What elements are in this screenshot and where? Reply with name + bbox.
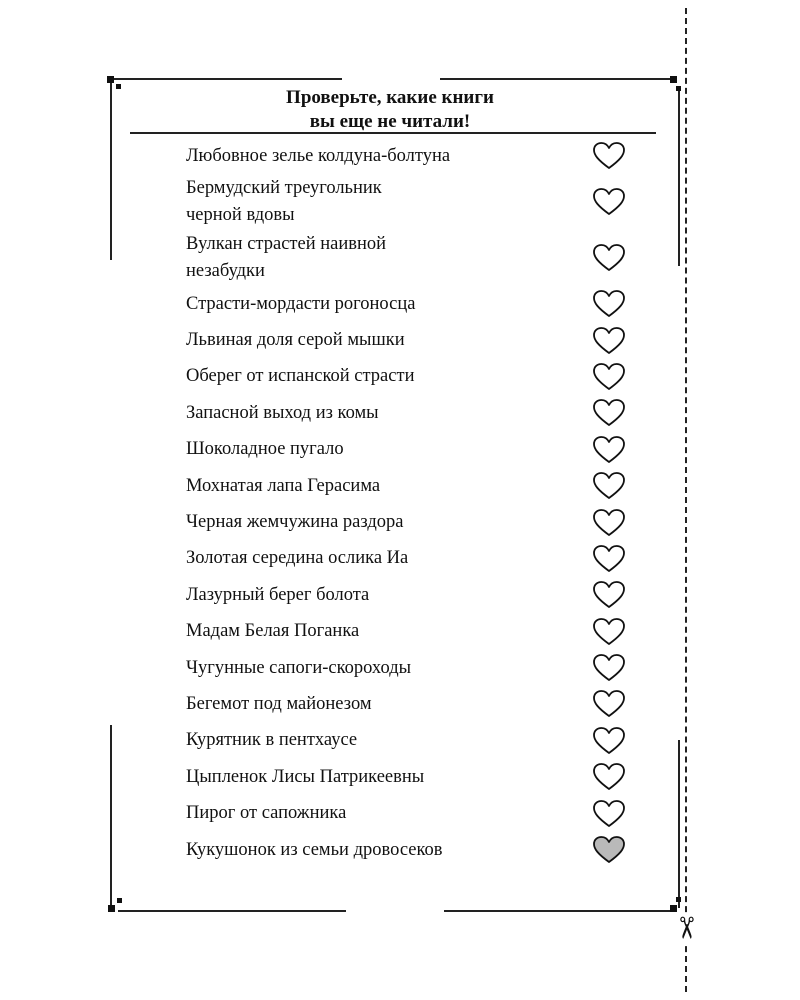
book-title: Черная жемчужина раздора [186,512,404,533]
book-title: Чугунные сапоги-скороходы [186,657,412,678]
book-item [186,286,646,322]
heart-outline-icon[interactable] [592,762,628,792]
book-title: Бермудский треугольник черной вдовы [186,178,382,225]
book-title: Страсти-мордасти рогоносца [186,293,416,314]
heart-outline-icon[interactable] [592,689,628,719]
frame-corner-top-right [670,76,677,83]
book-title: Шоколадное пугало [186,439,344,460]
book-title: Золотая середина ослика Иа [186,548,409,569]
scissors-icon: ✂ [665,913,705,943]
book-item [186,723,646,759]
book-item [186,138,646,174]
book-item [186,650,646,686]
heart-outline-icon[interactable] [592,289,628,319]
frame-corner-top-right-inner [676,86,681,91]
dashed-cut-line [685,8,687,992]
title-line-1: Проверьте, какие книги [286,87,494,108]
heart-outline-icon[interactable] [592,726,628,756]
frame-left-top [110,80,112,260]
book-checklist [186,138,646,868]
book-item [186,759,646,795]
book-title: Курятник в пентхаусе [186,730,358,751]
book-title: Кукушонок из семьи дровосеков [186,839,443,860]
frame-top-left [112,78,342,80]
heart-outline-icon[interactable] [592,617,628,647]
book-item [186,541,646,577]
frame-right-bottom [678,740,680,908]
frame-corner-bottom-left-inner [117,898,122,903]
frame-corner-bottom-left [108,905,115,912]
heart-outline-icon[interactable] [592,508,628,538]
book-title: Цыпленок Лисы Патрикеевны [186,766,425,787]
frame-bottom-right [444,910,672,912]
heart-outline-icon[interactable] [592,243,628,273]
book-item [186,504,646,540]
book-item [186,322,646,358]
heart-outline-icon[interactable] [592,580,628,610]
book-item [186,174,646,230]
heart-outline-icon[interactable] [592,187,628,217]
book-item [186,395,646,431]
book-title: Вулкан страстей наивной незабудки [186,234,387,281]
frame-bottom-left [118,910,346,912]
book-item [186,359,646,395]
title-divider [130,132,656,134]
frame-right-top [678,88,680,266]
heart-outline-icon[interactable] [592,544,628,574]
heart-filled-icon[interactable] [592,835,628,865]
heart-outline-icon[interactable] [592,362,628,392]
book-title: Мадам Белая Поганка [186,621,360,642]
book-item [186,432,646,468]
frame-corner-bottom-right [670,905,677,912]
book-item [186,468,646,504]
book-item [186,686,646,722]
heart-outline-icon[interactable] [592,471,628,501]
book-item [186,577,646,613]
book-title: Бегемот под майонезом [186,693,372,714]
page-title [130,86,650,134]
book-title: Пирог от сапожника [186,803,347,824]
frame-corner-bottom-right-inner [676,897,681,902]
heart-outline-icon[interactable] [592,653,628,683]
heart-outline-icon[interactable] [592,435,628,465]
book-title: Лазурный берег болота [186,584,370,605]
frame-left-bottom [110,725,112,910]
book-item [186,230,646,286]
heart-outline-icon[interactable] [592,799,628,829]
book-title: Запасной выход из комы [186,402,379,423]
frame-corner-top-left-inner [116,84,121,89]
book-title: Любовное зелье колдуна-болтуна [186,145,451,166]
book-item [186,614,646,650]
frame-corner-top-left [107,76,114,83]
heart-outline-icon[interactable] [592,398,628,428]
book-title: Львиная доля серой мышки [186,330,405,351]
book-title: Оберег от испанской страсти [186,366,415,387]
book-title: Мохнатая лапа Герасима [186,475,381,496]
frame-top-right [440,78,672,80]
heart-outline-icon[interactable] [592,141,628,171]
title-line-2: вы еще не читали! [309,111,471,132]
book-item [186,795,646,831]
heart-outline-icon[interactable] [592,326,628,356]
book-item [186,832,646,868]
